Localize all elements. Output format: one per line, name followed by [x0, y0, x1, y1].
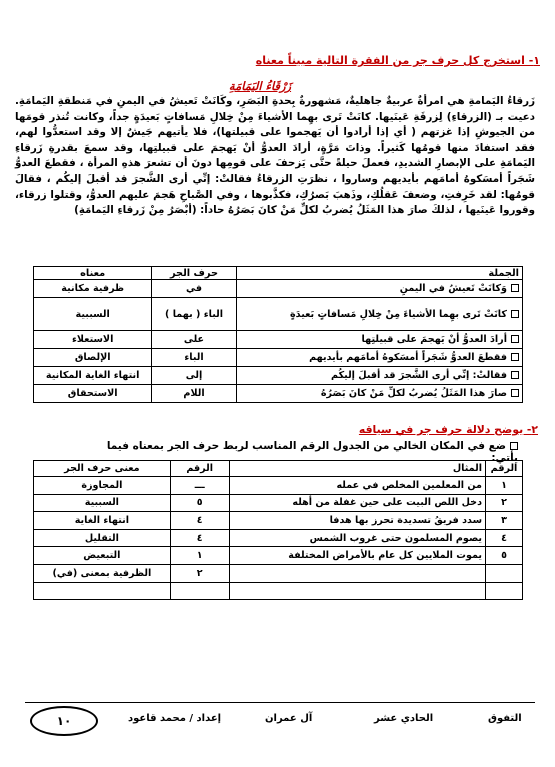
sentence-text: كانَتْ تَرى بهِما الأشياءَ مِنْ خِلالِ مَسافاتٍ بَعيدَةٍ [289, 308, 507, 320]
story-title: زَرْقَاءُ اليَمَامَةِ [228, 79, 292, 93]
answer-cell[interactable]: ٢ [170, 564, 229, 582]
header-meaning: معناه [34, 267, 152, 280]
checkbox-icon[interactable] [510, 442, 518, 450]
example-cell: دخل اللص البيت على حين غفلة من أهله [229, 494, 485, 512]
meaning-cell: ظرفية مكانية [34, 280, 152, 298]
prepositions-table [33, 266, 523, 403]
header-preposition: حرف الجر [152, 267, 236, 280]
header-example: المثال [229, 461, 485, 477]
preposition-cell: اللام [152, 385, 236, 403]
answer-cell[interactable]: ٤ [170, 512, 229, 530]
preposition-cell: الباء [152, 349, 236, 367]
meaning-cell: الظرفية بمعنى (في) [34, 564, 171, 582]
table-header-row [34, 461, 523, 477]
sentence-text: فقالتْ: إنِّي أرى الشَّجرَ قد أقبلَ إليكُم [331, 370, 507, 381]
number-cell: ٤ [486, 529, 523, 547]
footer-level: التفوق [488, 713, 522, 724]
story-paragraph: زَرقاءُ اليَمامةِ هي امرأةٌ عربيةٌ جاهليةٌ، مَشهورةٌ بِحدةِ البَصَرِ، وكَانَتْ تَعيشُ في اليمنِ في مَنطقةِ اليَمامَةِ. دعيت بـ (الزرقاءِ) لِزرقَةِ عَينَيها. كانَتْ تَرى بهِما الأشياءَ مِنْ خِلالِ مَسافاتٍ بَعيدَةٍ جداً، وكانت تُنذر قومَها من الجيوشِ إذا غزتهم ( أي إذا أرادوا أن يَهجموا على قبيلتها)، فلا يأتيهم جَيشٌ إلا وقد استعدُّوا لهم، فقد استفادَ منها قومُها كَثيراً. وذاتَ مَرَّةٍ، أرادَ العدوُّ أنْ يَهجمَ على قبيلتِها، وقد سمعَ بقدرةِ زَرقاءِ اليَمامَةِ على الإبصارِ الشديدِ، فعملَ حيلةً حتَّى يَزحفَ على قومِها دونَ أن تشعرَ هذهِ المرأة ، فقطعَ العدوُّ شَجَراً أمسَكوهُ أمامَهم بأيديهم وساروا ، نظرَتِ الزرقاءُ فقالتْ: إنِّي أرى الشَّجرَ قد أقبلَ إليكُم ، فقالَ قومُها: لقد خَرِفتِ، وضعفَ عَقلُكِ، وذَهبَ بَصرُكِ، فكذَّبوها ، وفي الصَّباحِ هَجمَ عليهم العدوُّ، وقتلوا زرقاء، وقوروا عَينَيها ، لذلكَ صارَ هذا المَثَلُ يُضربُ لكلِّ مَنْ كانَ بَصَرُهُ حاداً: (أبْصَرُ مِنْ زَرقاءِ اليَمامَةِ) [15, 95, 535, 217]
number-cell: ٣ [486, 512, 523, 530]
meaning-cell: انتهاء الغاية [34, 512, 171, 530]
number-cell: ٢ [486, 494, 523, 512]
header-meaning: معنى حرف الجر [34, 461, 171, 477]
example-cell: سدد فريقُ تسديدة تحرز بها هدفا [229, 512, 485, 530]
number-cell [486, 582, 523, 600]
table-row [34, 331, 523, 349]
meaning-cell: انتهاء الغاية المكانية [34, 367, 152, 385]
header-sentence: الجملة [236, 267, 522, 280]
meaning-cell: السببية [34, 494, 171, 512]
table-row [34, 547, 523, 565]
number-cell [486, 564, 523, 582]
table-row [34, 349, 523, 367]
meaning-cell: التبعيض [34, 547, 171, 565]
answer-cell[interactable]: ١ [170, 547, 229, 565]
matching-table [33, 460, 523, 600]
sentence-text: أرادَ العدوُّ أنْ يَهجمَ على قبيلتِها [361, 334, 507, 345]
footer-divider [25, 702, 535, 703]
checkbox-icon[interactable] [511, 335, 519, 343]
meaning-cell: التقليل [34, 529, 171, 547]
number-cell: ٥ [486, 547, 523, 565]
example-cell [229, 564, 485, 582]
number-cell: ١ [486, 477, 523, 495]
header-answer-number: الرقم [170, 461, 229, 477]
table-row [34, 529, 523, 547]
table-row [34, 367, 523, 385]
answer-cell[interactable]: ٤ [170, 529, 229, 547]
answer-cell[interactable] [170, 582, 229, 600]
meaning-cell: المجاوزة [34, 477, 171, 495]
table-row [34, 564, 523, 582]
checkbox-icon[interactable] [511, 310, 519, 318]
footer-grade: الحادي عشر [374, 713, 434, 724]
table-row [34, 477, 523, 495]
table-row [34, 280, 523, 298]
meaning-cell: السببية [34, 298, 152, 331]
checkbox-icon[interactable] [511, 284, 519, 292]
header-number: الرقم [486, 461, 523, 477]
question2-title: ٢- يوضح دلالة حرف جر في سياقه [358, 423, 538, 436]
example-cell: يصوم المسلمون حتى غروب الشمس [229, 529, 485, 547]
sentence-text: صارَ هذا المَثَلُ يُضربُ لكلِّ مَنْ كانَ بَصَرُهُ [320, 388, 507, 399]
table-row [34, 494, 523, 512]
checkbox-icon[interactable] [511, 371, 519, 379]
example-cell: يموت الملايين كل عام بالأمراض المختلفة [229, 547, 485, 565]
example-cell: من المعلمين المخلص في عمله [229, 477, 485, 495]
table-header-row [34, 267, 523, 280]
table-row [34, 512, 523, 530]
sentence-text: وَكانَتْ تَعيشُ في اليمنِ [399, 283, 507, 294]
table-row [34, 385, 523, 403]
table-row [34, 298, 523, 331]
instruction-text: ضع في المكان الخالي من الجدول الرقم المناسب لربط حرف الجر بمعناه فيما يأتي: [106, 440, 518, 464]
preposition-cell: في [152, 280, 236, 298]
meaning-cell: الإلصاق [34, 349, 152, 367]
page-number-badge: ١٠ [30, 706, 98, 736]
table-row [34, 582, 523, 600]
answer-cell[interactable]: ـــ [170, 477, 229, 495]
preposition-cell: على [152, 331, 236, 349]
preposition-cell: الباء ( بهما ) [152, 298, 236, 331]
meaning-cell: الاستحقاق [34, 385, 152, 403]
meaning-cell [34, 582, 171, 600]
footer-author: إعداد / محمد قاعود [128, 713, 222, 724]
checkbox-icon[interactable] [511, 353, 519, 361]
answer-cell[interactable]: ٥ [170, 494, 229, 512]
sentence-text: فقطعَ العدوُّ شَجَراً أمسَكوهُ أمامَهم بأيديهم [309, 352, 507, 363]
checkbox-icon[interactable] [511, 389, 519, 397]
question1-title: ١- استخرج كل حرف جر من الفقرة التالية مبيناً معناه [255, 54, 540, 67]
example-cell [229, 582, 485, 600]
meaning-cell: الاستعلاء [34, 331, 152, 349]
preposition-cell: إلى [152, 367, 236, 385]
footer-family: آل عمران [265, 713, 313, 724]
